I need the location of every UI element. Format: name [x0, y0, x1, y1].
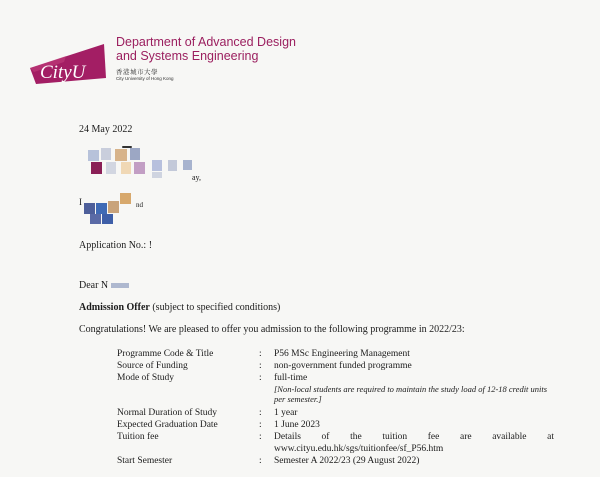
row-label: Normal Duration of Study	[117, 408, 218, 418]
row-separator: :	[259, 456, 262, 466]
row-separator: :	[259, 420, 262, 430]
address-fragment-3: nd	[136, 201, 143, 209]
row-value: 1 year	[274, 408, 298, 418]
offer-heading	[79, 302, 280, 314]
row-separator: :	[259, 373, 262, 383]
cityu-logo	[26, 38, 110, 86]
row-separator: :	[259, 432, 262, 442]
tuition-fee-details: Details of the tuition fee are available at	[274, 432, 554, 442]
tuition-fee-link[interactable]: www.cityu.edu.hk/sgs/tuitionfee/sf_P56.htm	[274, 444, 444, 454]
row-value: non-government funded programme	[274, 361, 412, 371]
row-label: Tuition fee	[117, 432, 159, 442]
salutation: Dear N	[79, 280, 109, 291]
department-line-2: and Systems Engineering	[116, 49, 259, 63]
address-fragment-2: I	[79, 197, 82, 207]
study-load-note: [Non-local students are required to maintain the study load of 12-18 credit units per semester.]	[274, 384, 548, 404]
row-label: Mode of Study	[117, 373, 174, 383]
offer-title: Admission Offer	[79, 302, 150, 313]
row-label: Start Semester	[117, 456, 173, 466]
application-number: Application No.: !	[79, 240, 153, 251]
row-value: Semester A 2022/23 (29 August 2022)	[274, 456, 420, 466]
congratulations-text: Congratulations! We are pleased to offer you admission to the following programme in 2022/23:	[79, 324, 465, 335]
address-fragment-1: ay,	[192, 173, 202, 182]
row-label: Source of Funding	[117, 361, 188, 371]
letter-date: 24 May 2022	[79, 124, 133, 135]
department-line-1: Department of Advanced Design	[116, 35, 296, 49]
row-value: 1 June 2023	[274, 420, 320, 430]
row-value: P56 MSc Engineering Management	[274, 349, 410, 359]
svg-text:CityU: CityU	[40, 62, 86, 83]
row-separator: :	[259, 349, 262, 359]
university-chinese-name: 香港城市大學	[116, 68, 158, 76]
row-separator: :	[259, 408, 262, 418]
row-separator: :	[259, 361, 262, 371]
offer-subtitle: (subject to specified conditions)	[152, 302, 281, 313]
row-label: Programme Code & Title	[117, 349, 214, 359]
row-value: full-time	[274, 373, 308, 383]
university-english-name: City University of Hong Kong	[116, 76, 174, 81]
row-label: Expected Graduation Date	[117, 420, 218, 430]
department-name	[116, 35, 296, 63]
